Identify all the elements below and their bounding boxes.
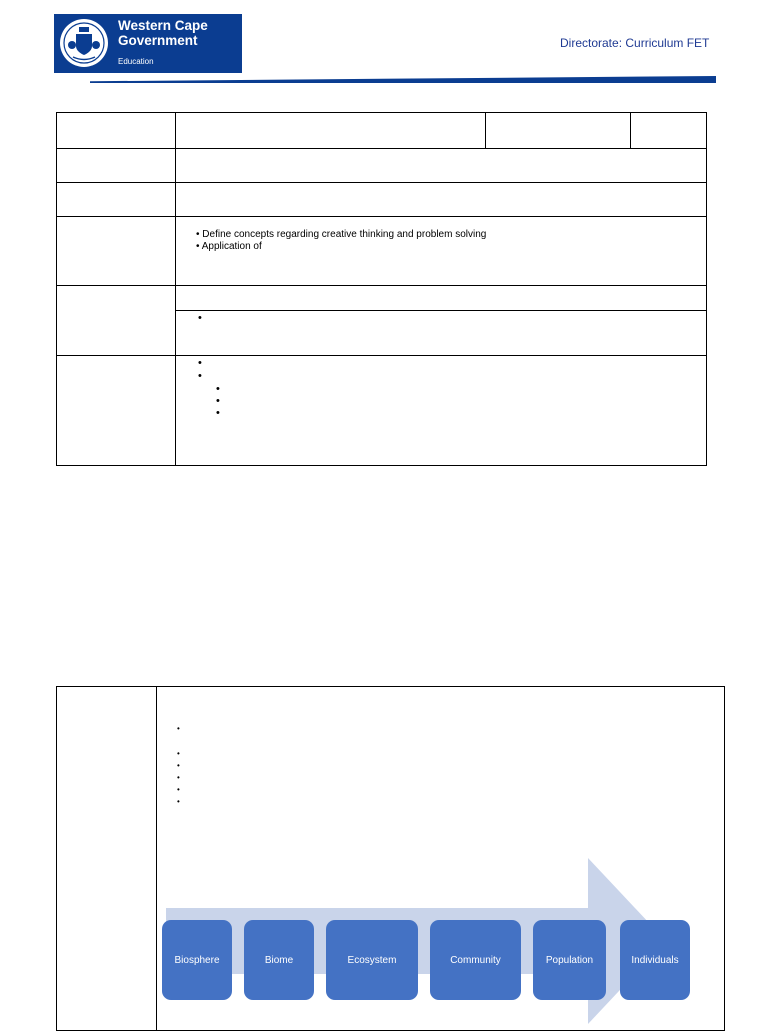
table1-r6-label bbox=[56, 355, 176, 466]
logo-title bbox=[118, 18, 208, 48]
table1-r2-label bbox=[56, 148, 176, 183]
bullet-dot: • bbox=[177, 761, 180, 770]
lesson-info-table bbox=[56, 112, 707, 466]
wcg-logo bbox=[54, 14, 242, 73]
sub-bullet-dot: • bbox=[216, 383, 220, 395]
bullet-dot: • bbox=[177, 773, 180, 782]
bullet-dot: • bbox=[177, 797, 180, 806]
logo-subtitle: Education bbox=[118, 57, 154, 66]
sub-bullet-dot: • bbox=[216, 407, 220, 419]
bullet-dot: • bbox=[198, 357, 202, 369]
flow-step-ecosystem: Ecosystem bbox=[326, 920, 418, 1000]
table1-r3-label bbox=[56, 182, 176, 217]
table1-r4-value bbox=[175, 216, 707, 286]
logo-line1: Western Cape bbox=[118, 18, 208, 33]
sub-bullet-dot: • bbox=[216, 395, 220, 407]
table1-r1-c4 bbox=[630, 112, 707, 149]
bullet-dot: • bbox=[198, 370, 202, 382]
table1-r1-label bbox=[56, 112, 176, 149]
flow-step-population: Population bbox=[533, 920, 606, 1000]
table1-r5-top bbox=[175, 285, 707, 311]
table1-r1-c2 bbox=[175, 112, 486, 149]
objective-1: • Define concepts regarding creative thinking and problem solving bbox=[196, 229, 487, 240]
flow-step-community: Community bbox=[430, 920, 521, 1000]
table1-r3-value bbox=[175, 182, 707, 217]
table1-r6-value bbox=[175, 355, 707, 466]
flow-step-biome: Biome bbox=[244, 920, 314, 1000]
flow-step-individuals: Individuals bbox=[620, 920, 690, 1000]
coat-of-arms-icon bbox=[58, 17, 110, 69]
table1-r1-c3 bbox=[485, 112, 631, 149]
flow-step-biosphere: Biosphere bbox=[162, 920, 232, 1000]
bullet-dot: • bbox=[177, 724, 180, 733]
table1-r5-bottom bbox=[175, 310, 707, 356]
directorate-label: Directorate: Curriculum FET bbox=[560, 36, 710, 50]
table1-r4-label bbox=[56, 216, 176, 286]
bullet-dot: • bbox=[198, 312, 202, 324]
table2-label bbox=[56, 686, 157, 1031]
objective-2: • Application of bbox=[196, 241, 262, 252]
bullet-dot: • bbox=[177, 749, 180, 758]
header-divider bbox=[90, 76, 716, 83]
bullet-dot: • bbox=[177, 785, 180, 794]
table1-r5-label bbox=[56, 285, 176, 356]
table1-r2-value bbox=[175, 148, 707, 183]
logo-line2: Government bbox=[118, 33, 198, 48]
